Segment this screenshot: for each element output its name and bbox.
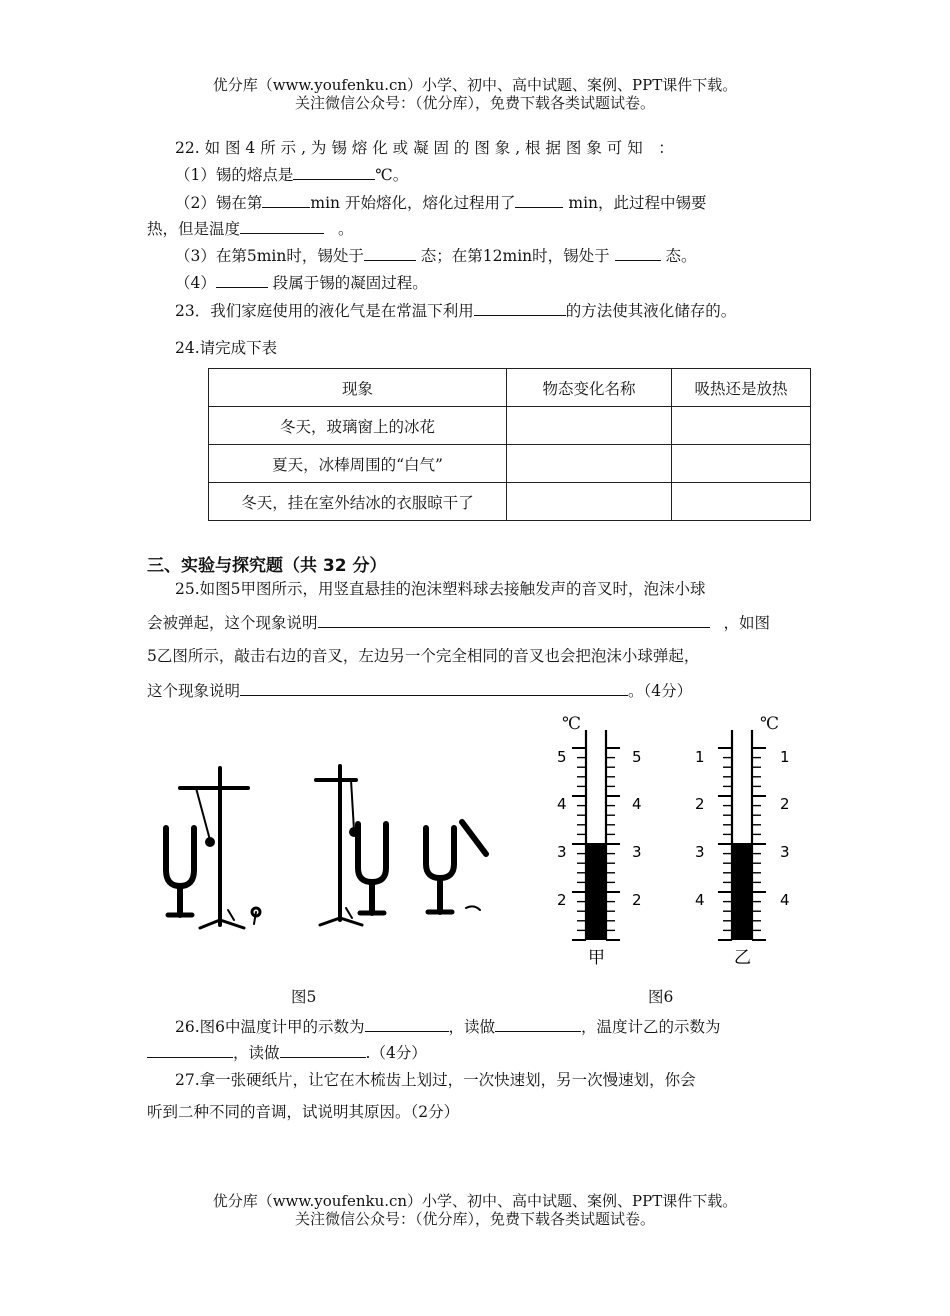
q22-part2: （2）锡在第 min 开始熔化，熔化过程用了 min，此过程中锡要: [175, 194, 707, 212]
scale-label: 4: [632, 795, 642, 813]
q26-blank-yi-reading[interactable]: [280, 1042, 366, 1058]
scale-label: 2: [632, 891, 642, 909]
q26-line1: 26.图6中温度计甲的示数为 ，读做 ，温度计乙的示数为: [175, 1018, 721, 1036]
q23: 23．我们家庭使用的液化气是在常温下利用 的方法使其液化储存的。: [175, 302, 737, 320]
table-header-row: [209, 369, 811, 407]
foam-ball: [349, 827, 359, 837]
q26-blank-yi-value[interactable]: [147, 1042, 233, 1058]
scale-label: 2: [557, 891, 567, 909]
table-cell-phenomenon: 夏天，冰棒周围的“白气”: [209, 445, 507, 483]
q25-line4: 这个现象说明 。（4分）: [147, 682, 693, 700]
table-row: [209, 407, 811, 445]
liquid-column: [586, 843, 606, 940]
header-line-2: 关注微信公众号：（优分库），免费下载各类试题试卷。: [294, 94, 655, 112]
scale-label: 3: [632, 843, 642, 861]
q22-blank-state-12min[interactable]: [615, 245, 661, 261]
table-cell-blank[interactable]: [672, 483, 811, 521]
q27-line1: 27.拿一张硬纸片，让它在木梳齿上划过，一次快速划，另一次慢速划，你会: [175, 1071, 696, 1089]
scale-label: 3: [695, 843, 705, 861]
table-header-cell: 现象: [209, 369, 507, 407]
table-cell-phenomenon: 冬天，玻璃窗上的冰花: [209, 407, 507, 445]
scale-label: 5: [557, 748, 567, 766]
q22-blank-state-5min[interactable]: [364, 245, 416, 261]
table-cell-phenomenon: 冬天，挂在室外结冰的衣服晾干了: [209, 483, 507, 521]
scale-label: 5: [632, 748, 642, 766]
q26-blank-jia-value[interactable]: [365, 1016, 449, 1032]
unit-label: ℃: [562, 714, 582, 734]
table-cell-blank[interactable]: [672, 407, 811, 445]
q22-stem: 22. 如 图 4 所 示 , 为 锡 熔 化 或 凝 固 的 图 象 , 根 据 图 象 可 知 ：: [175, 139, 674, 157]
unit-label: ℃: [760, 714, 780, 734]
q22-blank-melting-point[interactable]: [293, 164, 375, 180]
tuning-fork: [166, 828, 194, 886]
scale-label: 3: [557, 843, 567, 861]
foam-ball: [205, 837, 215, 847]
q22-part3: （3）在第5min时，锡处于 态；在第12min时，锡处于 态。: [175, 247, 697, 265]
thermometer-jia: [557, 730, 642, 968]
scale-label: 3: [780, 843, 790, 861]
q24-stem: 24.请完成下表: [175, 339, 278, 357]
header-line-1: 优分库（www.youfenku.cn）小学、初中、高中试题、案例、PPT课件下载。: [212, 76, 738, 94]
liquid-column: [732, 843, 752, 940]
footer-line-1: 优分库（www.youfenku.cn）小学、初中、高中试题、案例、PPT课件下载。: [212, 1192, 738, 1210]
table-cell-blank[interactable]: [507, 483, 672, 521]
q22-part2-cont: 热，但是温度 。: [147, 220, 354, 238]
q25-line1: 25.如图5甲图所示，用竖直悬挂的泡沫塑料球去接触发声的音叉时，泡沫小球: [175, 580, 706, 598]
tuning-fork: [358, 824, 386, 882]
figure-5-tuning-forks: [144, 760, 494, 940]
table-row: [209, 483, 811, 521]
pendulum-thread: [196, 788, 210, 840]
table-header-cell: 吸热还是放热: [672, 369, 811, 407]
tuning-fork: [426, 828, 454, 878]
table-row: [209, 445, 811, 483]
figure-6-caption: 图6: [648, 988, 674, 1006]
scale-label: 2: [695, 795, 705, 813]
section-title: 三、实验与探究题（共 32 分）: [147, 556, 387, 576]
figure-6-thermometers: [540, 712, 810, 972]
q22-blank-start-min[interactable]: [262, 192, 310, 208]
q25-line3: 5乙图所示，敲击右边的音叉，左边另一个完全相同的音叉也会把泡沫小球弹起，: [147, 647, 700, 665]
scale-label: 4: [780, 891, 790, 909]
thermometer-yi: [695, 730, 790, 968]
q24-table: [208, 368, 811, 521]
q26-line2: ，读做 .（4分）: [147, 1042, 427, 1063]
q22-part1: （1）锡的熔点是 ℃。: [175, 166, 409, 184]
table-cell-blank[interactable]: [507, 407, 672, 445]
scale-label: 2: [780, 795, 790, 813]
q26-blank-jia-reading[interactable]: [495, 1016, 581, 1032]
scale-label: 1: [780, 748, 790, 766]
mallet: [462, 822, 486, 854]
table-cell-blank[interactable]: [672, 445, 811, 483]
q25-blank-2[interactable]: [240, 680, 628, 696]
q22-blank-temperature[interactable]: [240, 218, 324, 234]
pendulum-thread: [351, 780, 354, 830]
scale-label: 1: [695, 748, 705, 766]
q23-blank-method[interactable]: [474, 300, 566, 316]
table-header-cell: 物态变化名称: [507, 369, 672, 407]
q25-line2: 会被弹起，这个现象说明 ，如图: [147, 614, 771, 632]
q22-blank-segment[interactable]: [216, 272, 268, 288]
q22-blank-duration[interactable]: [515, 192, 563, 208]
table-cell-blank[interactable]: [507, 445, 672, 483]
figure-5-caption: 图5: [291, 988, 317, 1006]
q25-blank-1[interactable]: [318, 612, 710, 628]
thermometer-name: 甲: [588, 948, 605, 968]
q27-line2: 听到二种不同的音调，试说明其原因。（2分）: [147, 1103, 460, 1121]
footer-line-2: 关注微信公众号：（优分库），免费下载各类试题试卷。: [294, 1210, 655, 1228]
thermometer-name: 乙: [734, 948, 751, 968]
q22-part4: （4） 段属于锡的凝固过程。: [175, 274, 428, 292]
scale-label: 4: [695, 891, 705, 909]
scale-label: 4: [557, 795, 567, 813]
